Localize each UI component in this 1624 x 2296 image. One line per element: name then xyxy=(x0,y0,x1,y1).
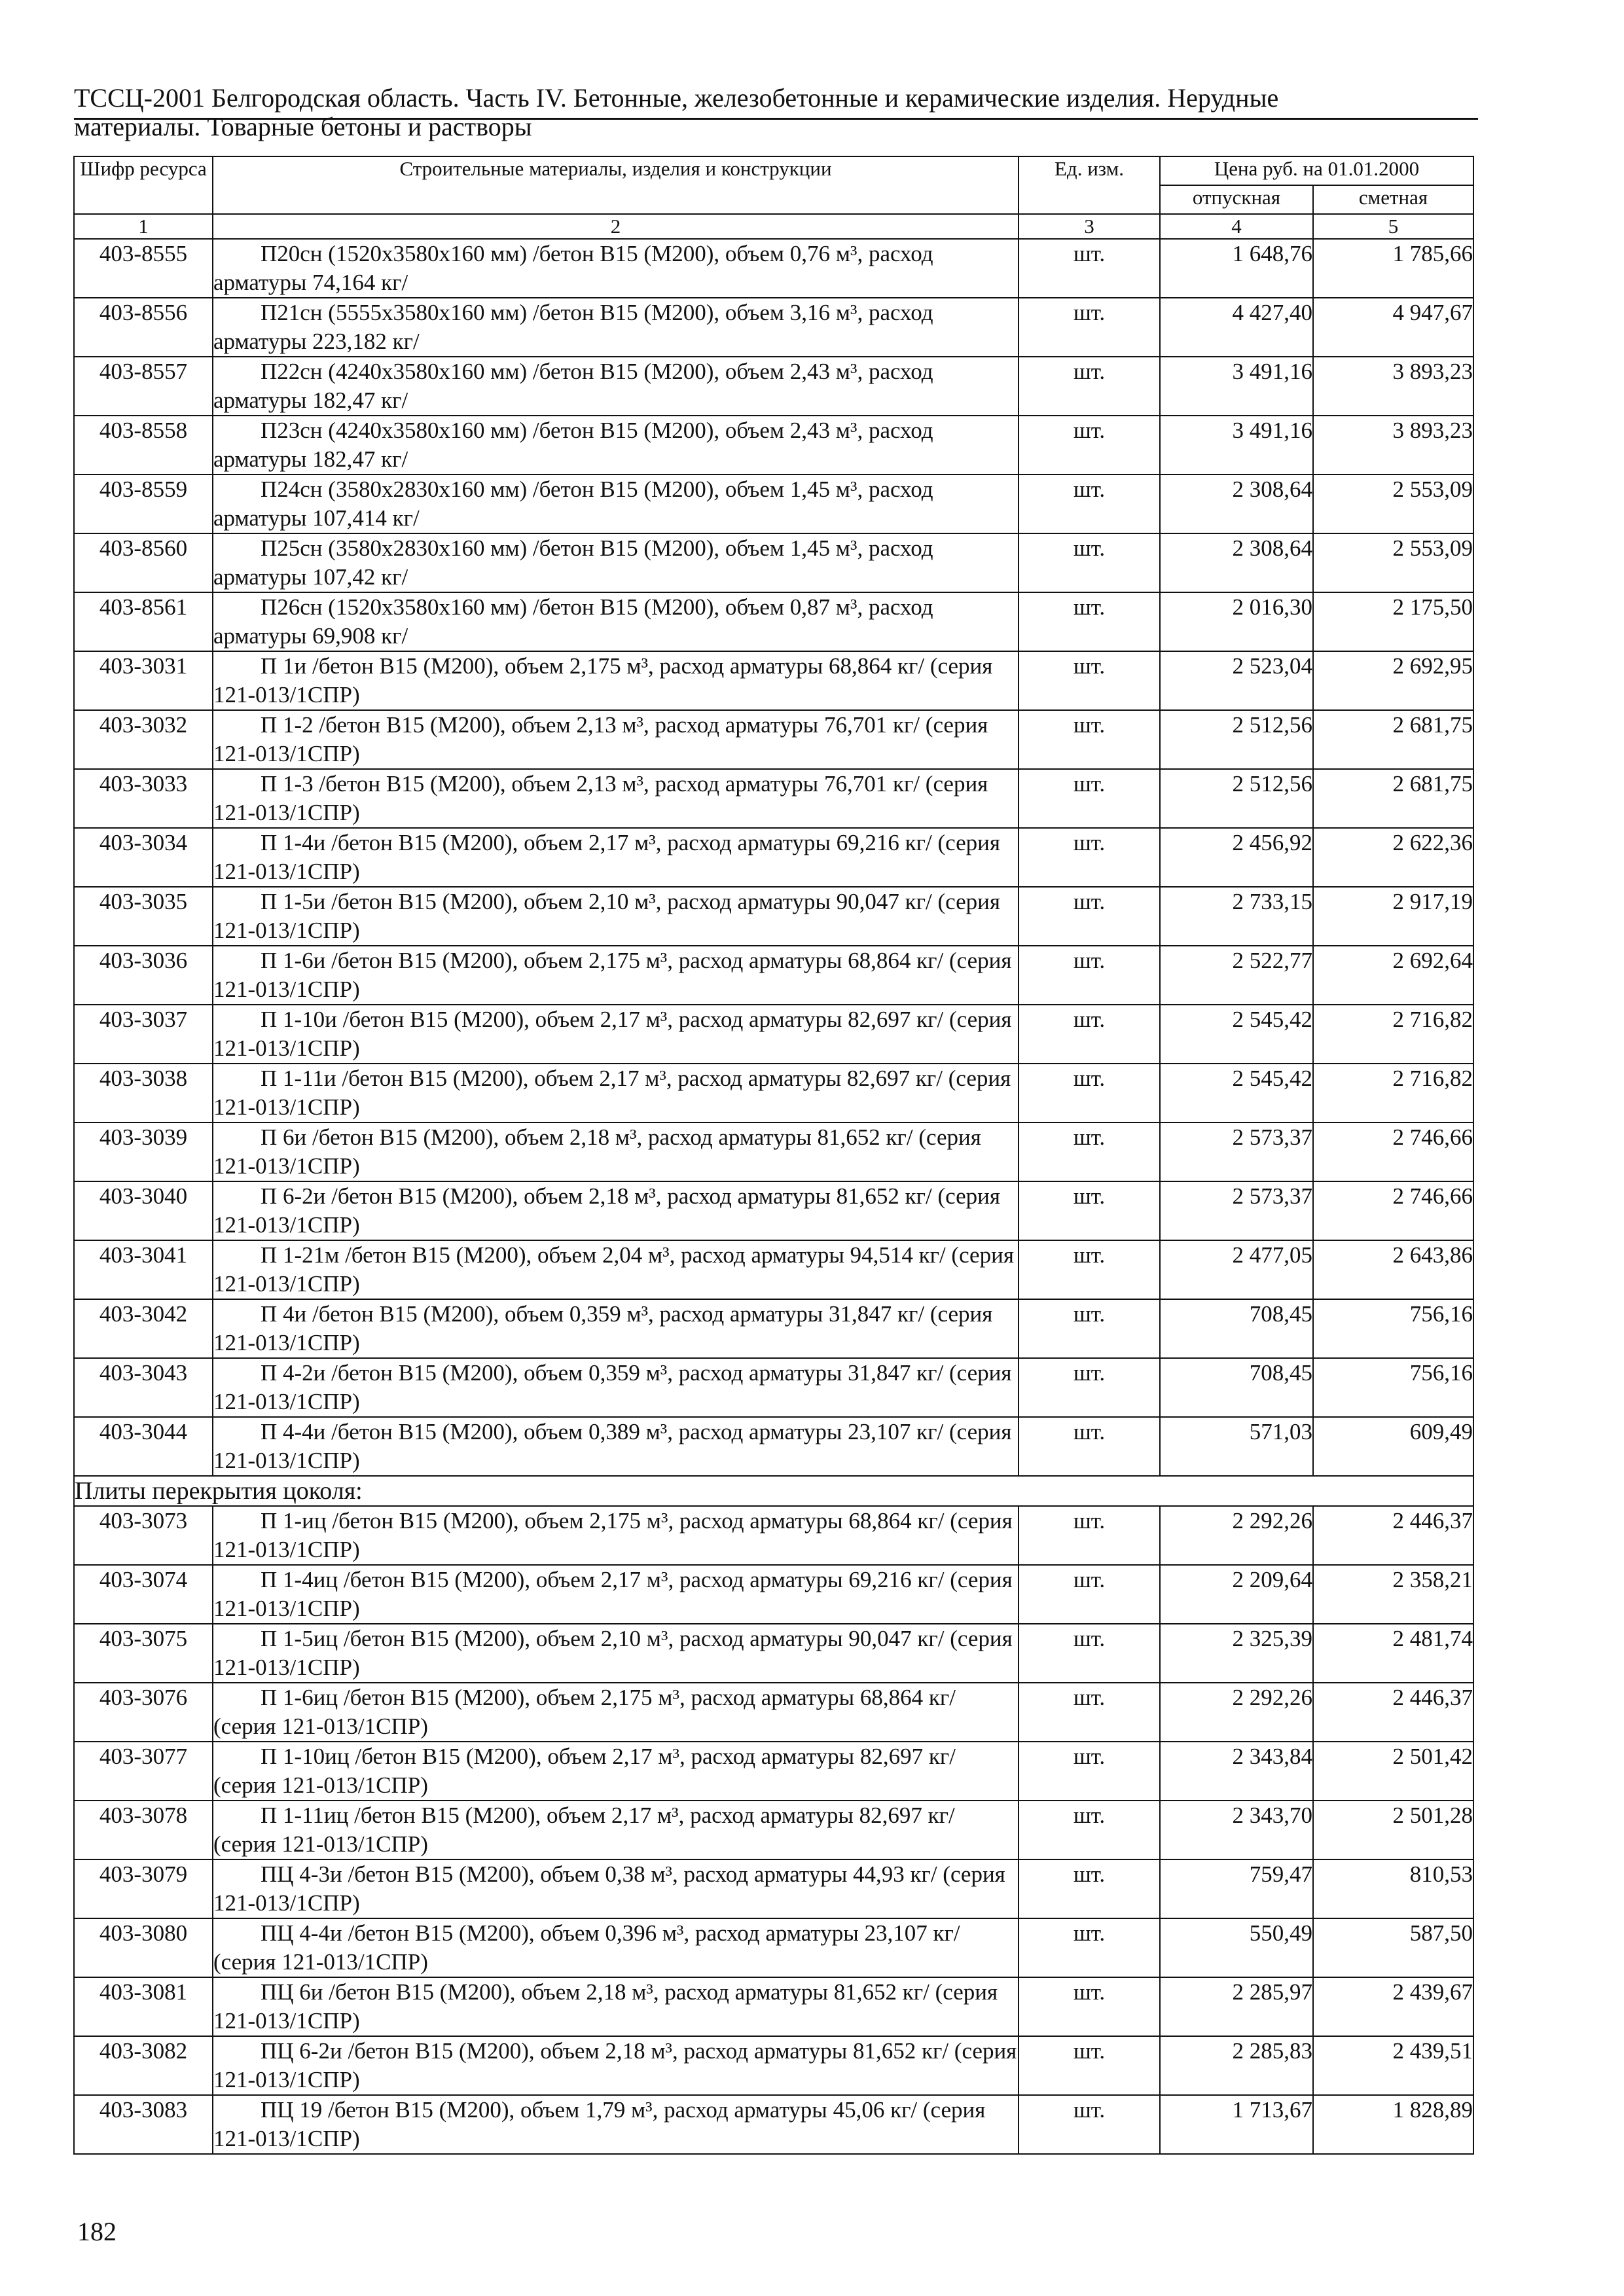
col-unit-header: Ед. изм. xyxy=(1019,156,1160,214)
cell-code: 403-8558 xyxy=(74,416,213,475)
cell-description: П 1-4иц /бетон В15 (М200), объем 2,17 м³, расход арматуры 69,216 кг/ (серия 121-013/1СПР) xyxy=(213,1565,1019,1624)
cell-description: П 1-5иц /бетон В15 (М200), объем 2,10 м³, расход арматуры 90,047 кг/ (серия 121-013/1СПР) xyxy=(213,1624,1019,1683)
cell-description: П26сн (1520х3580х160 мм) /бетон В15 (М200), объем 0,87 м³, расход арматуры 69,908 кг/ xyxy=(213,592,1019,651)
cell-code: 403-3033 xyxy=(74,769,213,828)
cell-description: П22сн (4240х3580х160 мм) /бетон В15 (М200), объем 2,43 м³, расход арматуры 182,47 кг/ xyxy=(213,357,1019,416)
table-row xyxy=(74,1683,1473,1742)
table-row xyxy=(74,1064,1473,1122)
cell-code: 403-3037 xyxy=(74,1005,213,1064)
cell-code: 403-3079 xyxy=(74,1859,213,1918)
cell-price-release: 2 285,83 xyxy=(1160,2036,1313,2095)
table-row xyxy=(74,1240,1473,1299)
cell-price-release: 2 325,39 xyxy=(1160,1624,1313,1683)
cell-unit: шт. xyxy=(1019,475,1160,533)
cell-price-release: 2 545,42 xyxy=(1160,1064,1313,1122)
cell-unit: шт. xyxy=(1019,1624,1160,1683)
cell-description: П 1-11и /бетон В15 (М200), объем 2,17 м³, расход арматуры 82,697 кг/ (серия 121-013/1СПР) xyxy=(213,1064,1019,1122)
cell-description: П 1-3 /бетон В15 (М200), объем 2,13 м³, расход арматуры 76,701 кг/ (серия 121-013/1СПР) xyxy=(213,769,1019,828)
cell-price-estimate: 756,16 xyxy=(1313,1299,1473,1358)
cell-description: П 1-5и /бетон В15 (М200), объем 2,10 м³, расход арматуры 90,047 кг/ (серия 121-013/1СПР) xyxy=(213,887,1019,946)
cell-price-estimate: 2 446,37 xyxy=(1313,1683,1473,1742)
col-number: 4 xyxy=(1160,214,1313,239)
cell-price-release: 2 016,30 xyxy=(1160,592,1313,651)
table-row xyxy=(74,2036,1473,2095)
cell-unit: шт. xyxy=(1019,710,1160,769)
cell-price-estimate: 1 785,66 xyxy=(1313,239,1473,298)
cell-price-release: 2 477,05 xyxy=(1160,1240,1313,1299)
table-row xyxy=(74,239,1473,298)
cell-description: П 4и /бетон В15 (М200), объем 0,359 м³, расход арматуры 31,847 кг/ (серия 121-013/1СПР) xyxy=(213,1299,1019,1358)
table-row xyxy=(74,1624,1473,1683)
header-line-1: ТССЦ-2001 Белгородская область. Часть IV. Бетонные, железобетонные и керамические изделия. Нерудные xyxy=(74,83,1279,113)
col-number: 3 xyxy=(1019,214,1160,239)
section-title: Плиты перекрытия цоколя: xyxy=(74,1476,1473,1506)
cell-price-estimate: 2 746,66 xyxy=(1313,1181,1473,1240)
cell-unit: шт. xyxy=(1019,1358,1160,1417)
cell-description: ПЦ 6и /бетон В15 (М200), объем 2,18 м³, расход арматуры 81,652 кг/ (серия 121-013/1СПР) xyxy=(213,1977,1019,2036)
cell-description: П24сн (3580х2830х160 мм) /бетон В15 (М200), объем 1,45 м³, расход арматуры 107,414 кг/ xyxy=(213,475,1019,533)
cell-price-estimate: 2 622,36 xyxy=(1313,828,1473,887)
cell-code: 403-3040 xyxy=(74,1181,213,1240)
cell-unit: шт. xyxy=(1019,416,1160,475)
cell-price-release: 2 209,64 xyxy=(1160,1565,1313,1624)
cell-unit: шт. xyxy=(1019,2095,1160,2154)
cell-price-estimate: 3 893,23 xyxy=(1313,357,1473,416)
table-row xyxy=(74,475,1473,533)
cell-description: П25сн (3580х2830х160 мм) /бетон В15 (М200), объем 1,45 м³, расход арматуры 107,42 кг/ xyxy=(213,533,1019,592)
cell-price-release: 3 491,16 xyxy=(1160,357,1313,416)
cell-unit: шт. xyxy=(1019,592,1160,651)
cell-price-release: 2 545,42 xyxy=(1160,1005,1313,1064)
cell-code: 403-3034 xyxy=(74,828,213,887)
cell-unit: шт. xyxy=(1019,651,1160,710)
cell-price-estimate: 2 716,82 xyxy=(1313,1064,1473,1122)
cell-unit: шт. xyxy=(1019,1742,1160,1801)
table-row xyxy=(74,1918,1473,1977)
table-row xyxy=(74,1299,1473,1358)
cell-code: 403-8560 xyxy=(74,533,213,592)
cell-price-release: 2 573,37 xyxy=(1160,1181,1313,1240)
table-row xyxy=(74,1358,1473,1417)
cell-code: 403-8561 xyxy=(74,592,213,651)
cell-code: 403-3083 xyxy=(74,2095,213,2154)
table-row xyxy=(74,1417,1473,1476)
col-release-header: отпускная xyxy=(1160,185,1313,214)
cell-price-estimate: 2 681,75 xyxy=(1313,710,1473,769)
cell-description: П 6и /бетон В15 (М200), объем 2,18 м³, расход арматуры 81,652 кг/ (серия 121-013/1СПР) xyxy=(213,1122,1019,1181)
price-table xyxy=(73,156,1474,2155)
cell-code: 403-8557 xyxy=(74,357,213,416)
table-section xyxy=(74,1476,1473,1506)
table-body-products xyxy=(74,239,1473,1476)
cell-price-estimate: 587,50 xyxy=(1313,1918,1473,1977)
cell-price-estimate: 2 481,74 xyxy=(1313,1624,1473,1683)
page-header xyxy=(74,84,1478,141)
cell-unit: шт. xyxy=(1019,1181,1160,1240)
cell-unit: шт. xyxy=(1019,298,1160,357)
cell-price-estimate: 4 947,67 xyxy=(1313,298,1473,357)
table-row xyxy=(74,1122,1473,1181)
cell-unit: шт. xyxy=(1019,239,1160,298)
cell-unit: шт. xyxy=(1019,1005,1160,1064)
cell-price-release: 2 456,92 xyxy=(1160,828,1313,887)
table-row xyxy=(74,710,1473,769)
cell-unit: шт. xyxy=(1019,1240,1160,1299)
table-row xyxy=(74,1565,1473,1624)
table-row xyxy=(74,769,1473,828)
cell-unit: шт. xyxy=(1019,1683,1160,1742)
cell-description: П 1-11иц /бетон В15 (М200), объем 2,17 м³, расход арматуры 82,697 кг/ (серия 121-013/1СПР) xyxy=(213,1801,1019,1859)
cell-price-release: 550,49 xyxy=(1160,1918,1313,1977)
cell-unit: шт. xyxy=(1019,1801,1160,1859)
cell-code: 403-8556 xyxy=(74,298,213,357)
cell-description: П 1-2 /бетон В15 (М200), объем 2,13 м³, расход арматуры 76,701 кг/ (серия 121-013/1СПР) xyxy=(213,710,1019,769)
cell-price-estimate: 2 681,75 xyxy=(1313,769,1473,828)
cell-code: 403-3041 xyxy=(74,1240,213,1299)
cell-unit: шт. xyxy=(1019,1506,1160,1565)
cell-price-estimate: 2 692,95 xyxy=(1313,651,1473,710)
cell-price-release: 2 523,04 xyxy=(1160,651,1313,710)
cell-description: ПЦ 4-3и /бетон В15 (М200), объем 0,38 м³, расход арматуры 44,93 кг/ (серия 121-013/1СПР) xyxy=(213,1859,1019,1918)
table-row xyxy=(74,592,1473,651)
table-row xyxy=(74,1005,1473,1064)
cell-unit: шт. xyxy=(1019,769,1160,828)
cell-code: 403-8559 xyxy=(74,475,213,533)
cell-price-estimate: 2 175,50 xyxy=(1313,592,1473,651)
cell-unit: шт. xyxy=(1019,887,1160,946)
cell-code: 403-3032 xyxy=(74,710,213,769)
cell-unit: шт. xyxy=(1019,1299,1160,1358)
col-number: 2 xyxy=(213,214,1019,239)
table-row xyxy=(74,1977,1473,2036)
cell-unit: шт. xyxy=(1019,1565,1160,1624)
table-row xyxy=(74,1801,1473,1859)
cell-unit: шт. xyxy=(1019,1918,1160,1977)
cell-code: 403-3044 xyxy=(74,1417,213,1476)
cell-description: П 1и /бетон В15 (М200), объем 2,175 м³, расход арматуры 68,864 кг/ (серия 121-013/1СПР) xyxy=(213,651,1019,710)
cell-description: ПЦ 4-4и /бетон В15 (М200), объем 0,396 м³, расход арматуры 23,107 кг/ (серия 121-013/1СПР) xyxy=(213,1918,1019,1977)
page-number: 182 xyxy=(77,2217,117,2246)
col-number: 1 xyxy=(74,214,213,239)
cell-price-estimate: 3 893,23 xyxy=(1313,416,1473,475)
col-number: 5 xyxy=(1313,214,1473,239)
cell-price-release: 759,47 xyxy=(1160,1859,1313,1918)
table-row xyxy=(74,828,1473,887)
cell-description: П23сн (4240х3580х160 мм) /бетон В15 (М200), объем 2,43 м³, расход арматуры 182,47 кг/ xyxy=(213,416,1019,475)
cell-price-estimate: 2 746,66 xyxy=(1313,1122,1473,1181)
cell-description: П 4-4и /бетон В15 (М200), объем 0,389 м³, расход арматуры 23,107 кг/ (серия 121-013/1СПР) xyxy=(213,1417,1019,1476)
cell-description: П 4-2и /бетон В15 (М200), объем 0,359 м³, расход арматуры 31,847 кг/ (серия 121-013/1СПР) xyxy=(213,1358,1019,1417)
cell-price-release: 2 512,56 xyxy=(1160,769,1313,828)
cell-description: П 1-4и /бетон В15 (М200), объем 2,17 м³, расход арматуры 69,216 кг/ (серия 121-013/1СПР) xyxy=(213,828,1019,887)
table-row xyxy=(74,2095,1473,2154)
cell-code: 403-3078 xyxy=(74,1801,213,1859)
cell-price-estimate: 2 446,37 xyxy=(1313,1506,1473,1565)
cell-price-release: 2 573,37 xyxy=(1160,1122,1313,1181)
cell-price-release: 2 512,56 xyxy=(1160,710,1313,769)
table-row xyxy=(74,1181,1473,1240)
cell-price-estimate: 2 439,67 xyxy=(1313,1977,1473,2036)
cell-price-release: 1 648,76 xyxy=(1160,239,1313,298)
cell-unit: шт. xyxy=(1019,946,1160,1005)
cell-code: 403-8555 xyxy=(74,239,213,298)
cell-price-estimate: 2 553,09 xyxy=(1313,475,1473,533)
cell-code: 403-3043 xyxy=(74,1358,213,1417)
table-row xyxy=(74,651,1473,710)
table-row xyxy=(74,357,1473,416)
cell-code: 403-3075 xyxy=(74,1624,213,1683)
cell-code: 403-3077 xyxy=(74,1742,213,1801)
cell-price-release: 2 285,97 xyxy=(1160,1977,1313,2036)
cell-code: 403-3039 xyxy=(74,1122,213,1181)
cell-code: 403-3038 xyxy=(74,1064,213,1122)
cell-price-estimate: 609,49 xyxy=(1313,1417,1473,1476)
cell-price-estimate: 756,16 xyxy=(1313,1358,1473,1417)
cell-price-release: 2 343,70 xyxy=(1160,1801,1313,1859)
cell-code: 403-3031 xyxy=(74,651,213,710)
cell-code: 403-3036 xyxy=(74,946,213,1005)
col-desc-header: Строительные материалы, изделия и конструкции xyxy=(213,156,1019,214)
cell-price-release: 2 308,64 xyxy=(1160,475,1313,533)
cell-description: П 1-10и /бетон В15 (М200), объем 2,17 м³, расход арматуры 82,697 кг/ (серия 121-013/1СПР) xyxy=(213,1005,1019,1064)
cell-unit: шт. xyxy=(1019,1859,1160,1918)
cell-price-estimate: 2 358,21 xyxy=(1313,1565,1473,1624)
cell-price-estimate: 2 643,86 xyxy=(1313,1240,1473,1299)
cell-price-estimate: 2 501,28 xyxy=(1313,1801,1473,1859)
cell-code: 403-3073 xyxy=(74,1506,213,1565)
cell-unit: шт. xyxy=(1019,1417,1160,1476)
cell-price-release: 4 427,40 xyxy=(1160,298,1313,357)
cell-unit: шт. xyxy=(1019,2036,1160,2095)
header-line-2: материалы. Товарные бетоны и растворы xyxy=(74,112,532,141)
cell-code: 403-3076 xyxy=(74,1683,213,1742)
table-row xyxy=(74,1506,1473,1565)
table-row xyxy=(74,946,1473,1005)
cell-price-release: 2 292,26 xyxy=(1160,1506,1313,1565)
table-body-plinth-slabs xyxy=(74,1506,1473,2154)
col-price-header: Цена руб. на 01.01.2000 xyxy=(1160,156,1473,185)
cell-price-estimate: 2 917,19 xyxy=(1313,887,1473,946)
cell-price-release: 571,03 xyxy=(1160,1417,1313,1476)
cell-price-release: 1 713,67 xyxy=(1160,2095,1313,2154)
cell-code: 403-3080 xyxy=(74,1918,213,1977)
cell-price-estimate: 2 501,42 xyxy=(1313,1742,1473,1801)
cell-description: П 1-21м /бетон В15 (М200), объем 2,04 м³, расход арматуры 94,514 кг/ (серия 121-013/1СПР) xyxy=(213,1240,1019,1299)
cell-code: 403-3081 xyxy=(74,1977,213,2036)
cell-price-estimate: 1 828,89 xyxy=(1313,2095,1473,2154)
cell-price-estimate: 810,53 xyxy=(1313,1859,1473,1918)
table-row xyxy=(74,887,1473,946)
cell-price-estimate: 2 716,82 xyxy=(1313,1005,1473,1064)
cell-unit: шт. xyxy=(1019,1064,1160,1122)
cell-description: П 1-иц /бетон В15 (М200), объем 2,175 м³, расход арматуры 68,864 кг/ (серия 121-013/1СПР) xyxy=(213,1506,1019,1565)
cell-description: П 1-10иц /бетон В15 (М200), объем 2,17 м³, расход арматуры 82,697 кг/ (серия 121-013/1СПР) xyxy=(213,1742,1019,1801)
cell-price-release: 3 491,16 xyxy=(1160,416,1313,475)
cell-code: 403-3074 xyxy=(74,1565,213,1624)
cell-price-release: 2 343,84 xyxy=(1160,1742,1313,1801)
cell-price-estimate: 2 692,64 xyxy=(1313,946,1473,1005)
col-code-header: Шифр ресурса xyxy=(74,156,213,214)
cell-price-release: 2 308,64 xyxy=(1160,533,1313,592)
cell-unit: шт. xyxy=(1019,1977,1160,2036)
header-rule xyxy=(74,118,1478,120)
cell-unit: шт. xyxy=(1019,533,1160,592)
cell-description: П 6-2и /бетон В15 (М200), объем 2,18 м³, расход арматуры 81,652 кг/ (серия 121-013/1СПР) xyxy=(213,1181,1019,1240)
cell-unit: шт. xyxy=(1019,357,1160,416)
cell-description: П 1-6иц /бетон В15 (М200), объем 2,175 м³, расход арматуры 68,864 кг/ (серия 121-013/1СПР) xyxy=(213,1683,1019,1742)
cell-unit: шт. xyxy=(1019,828,1160,887)
cell-unit: шт. xyxy=(1019,1122,1160,1181)
cell-code: 403-3042 xyxy=(74,1299,213,1358)
table-row xyxy=(74,1742,1473,1801)
table-row xyxy=(74,416,1473,475)
cell-code: 403-3082 xyxy=(74,2036,213,2095)
cell-price-release: 2 522,77 xyxy=(1160,946,1313,1005)
cell-description: ПЦ 6-2и /бетон В15 (М200), объем 2,18 м³, расход арматуры 81,652 кг/ (серия 121-013/1СПР) xyxy=(213,2036,1019,2095)
table-row xyxy=(74,298,1473,357)
cell-price-release: 708,45 xyxy=(1160,1299,1313,1358)
cell-code: 403-3035 xyxy=(74,887,213,946)
cell-price-release: 2 292,26 xyxy=(1160,1683,1313,1742)
cell-price-release: 2 733,15 xyxy=(1160,887,1313,946)
cell-description: П20сн (1520х3580х160 мм) /бетон В15 (М200), объем 0,76 м³, расход арматуры 74,164 кг/ xyxy=(213,239,1019,298)
table-row xyxy=(74,533,1473,592)
cell-price-estimate: 2 439,51 xyxy=(1313,2036,1473,2095)
cell-description: П21сн (5555х3580х160 мм) /бетон В15 (М200), объем 3,16 м³, расход арматуры 223,182 кг/ xyxy=(213,298,1019,357)
table-head xyxy=(74,156,1473,239)
table-row xyxy=(74,1859,1473,1918)
col-estimate-header: сметная xyxy=(1313,185,1473,214)
cell-price-release: 708,45 xyxy=(1160,1358,1313,1417)
cell-price-estimate: 2 553,09 xyxy=(1313,533,1473,592)
cell-description: П 1-6и /бетон В15 (М200), объем 2,175 м³, расход арматуры 68,864 кг/ (серия 121-013/1СПР) xyxy=(213,946,1019,1005)
cell-description: ПЦ 19 /бетон В15 (М200), объем 1,79 м³, расход арматуры 45,06 кг/ (серия 121-013/1СПР) xyxy=(213,2095,1019,2154)
